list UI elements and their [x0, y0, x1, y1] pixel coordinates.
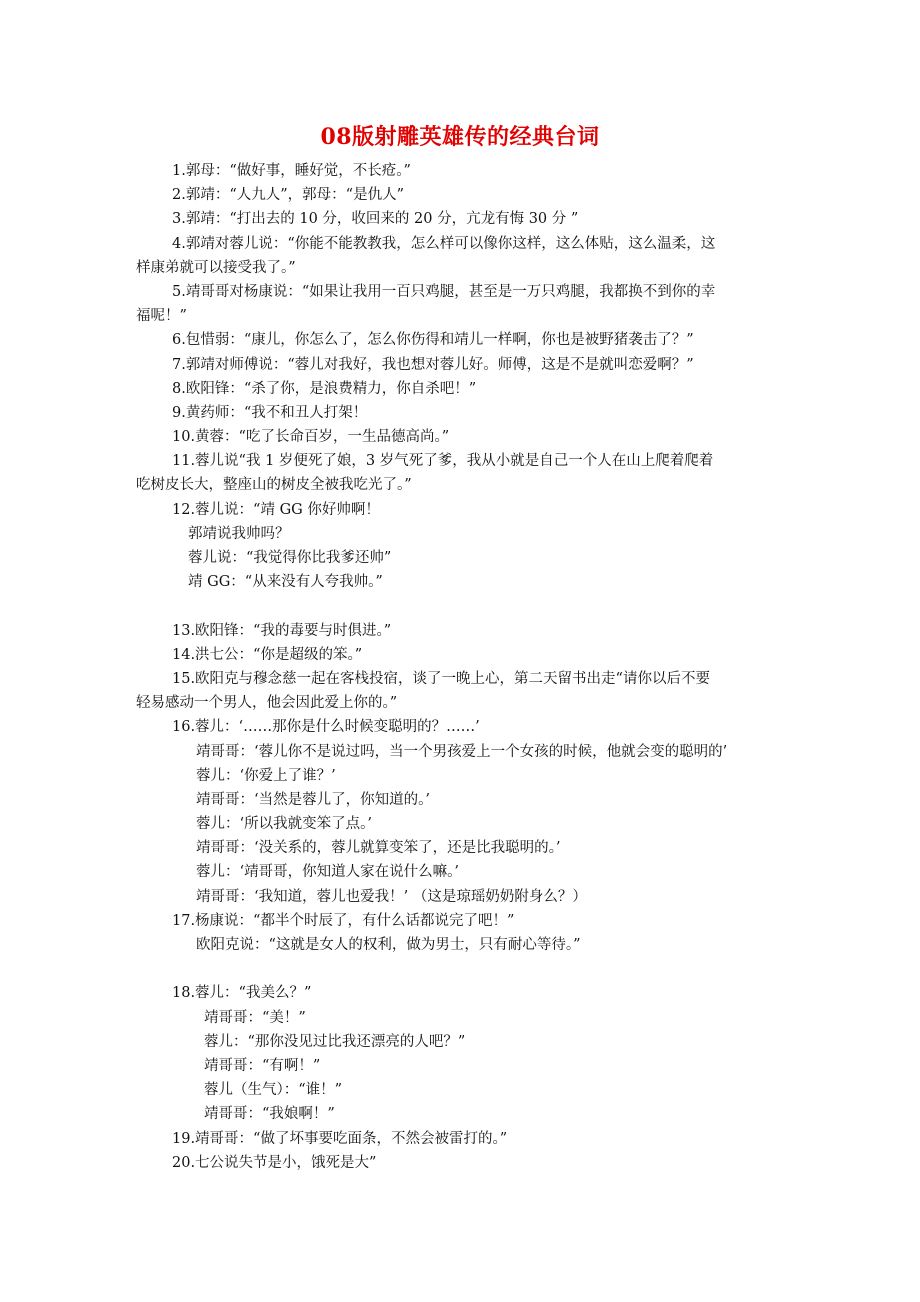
text-line: 1.郭母：“做好事，睡好觉，不长疮。”	[172, 163, 411, 179]
blank-line	[136, 594, 786, 618]
text-line: 蓉儿（生气）：“谁！”	[204, 1082, 343, 1099]
document-title: 08版射雕英雄传的经典台词	[320, 124, 600, 150]
text-line: 19.靖哥哥：“做了坏事要吃面条，不然会被雷打的。”	[172, 1130, 508, 1147]
text-line: 靖哥哥：“有啊！”	[204, 1057, 321, 1074]
document-body	[136, 159, 786, 1175]
text-line: 样康弟就可以接受我了。”	[136, 259, 296, 276]
text-line: 2.郭靖：“人九人”，郭母：“是仇人”	[172, 187, 404, 204]
text-line: 7.郭靖对师傅说：“蓉儿对我好，我也想对蓉儿好。师傅，这是不是就叫恋爱啊？”	[172, 356, 694, 373]
text-line: 蓉儿说：“我觉得你比我爹还帅”	[188, 550, 392, 566]
text-line: 3.郭靖：“打出去的 10 分，收回来的 20 分，亢龙有悔 30 分 ”	[172, 211, 579, 228]
text-line: 蓉儿：‘你爱上了谁？’	[196, 767, 336, 784]
text-line: 蓉儿：“那你没见过比我还漂亮的人吧？”	[204, 1033, 466, 1050]
text-line: 5.靖哥哥对杨康说：“如果让我用一百只鸡腿，甚至是一万只鸡腿，我都换不到你的幸	[172, 283, 716, 300]
text-line: 13.欧阳锋：“我的毒要与时俱进。”	[172, 622, 392, 639]
text-line: 郭靖说我帅吗？	[188, 525, 290, 542]
text-line: 靖哥哥：‘没关系的，蓉儿就算变笨了，还是比我聪明的。’	[196, 840, 561, 857]
text-line: 欧阳克说：“这就是女人的权利，做为男士，只有耐心等待。”	[196, 937, 581, 953]
text-line: 蓉儿：‘所以我就变笨了点。’	[196, 816, 372, 833]
blank-line	[136, 957, 786, 981]
text-line: 20.七公说失节是小，饿死是大”	[172, 1154, 377, 1171]
text-line: 靖 GG：“从来没有人夸我帅。”	[188, 574, 383, 591]
text-line: 靖哥哥：‘我知道，蓉儿也爱我！’ （这是琼瑶奶奶附身么？）	[196, 888, 587, 905]
text-line: 11.蓉儿说“我 1 岁便死了娘，3 岁气死了爹，我从小就是自己一个人在山上爬着爬着	[172, 453, 714, 470]
text-line: 17.杨康说：“都半个时辰了，有什么话都说完了吧！”	[172, 912, 515, 929]
text-line: 18.蓉儿：“我美么？”	[172, 985, 312, 1002]
text-line: 轻易感动一个男人，他会因此爱上你的。”	[136, 695, 398, 712]
text-line: 4.郭靖对蓉儿说：“你能不能教教我，怎么样可以像你这样，这么体贴，这么温柔，这	[172, 235, 716, 252]
text-line: 8.欧阳锋：“杀了你，是浪费精力，你自杀吧！”	[172, 380, 477, 397]
text-line: 6.包惜弱：“康儿，你怎么了，怎么你伤得和靖儿一样啊，你也是被野猪袭击了？”	[172, 332, 694, 349]
text-line: 10.黄蓉：“吃了长命百岁，一生品德高尚。”	[172, 429, 450, 446]
text-line: 靖哥哥：“我娘啊！”	[204, 1106, 335, 1123]
text-line: 吃树皮长大，整座山的树皮全被我吃光了。”	[136, 477, 412, 494]
text-line: 12.蓉儿说：“靖 GG 你好帅啊！	[172, 501, 380, 518]
text-line: 福呢！”	[136, 308, 187, 325]
text-line: 15.欧阳克与穆念慈一起在客栈投宿，谈了一晚上心，第二天留书出走“请你以后不要	[172, 670, 710, 687]
text-line: 蓉儿：‘靖哥哥，你知道人家在说什么嘛。’	[196, 864, 459, 881]
text-line: 靖哥哥：‘蓉儿你不是说过吗，当一个男孩爱上一个女孩的时候，他就会变的聪明的’	[196, 743, 728, 760]
text-line: 靖哥哥：‘当然是蓉儿了，你知道的。’	[196, 791, 430, 808]
text-line: 靖哥哥：“美！”	[204, 1009, 306, 1026]
text-line: 14.洪七公：“你是超级的笨。”	[172, 646, 363, 663]
text-line: 16.蓉儿：‘……那你是什么时候变聪明的？……’	[172, 719, 480, 736]
text-line: 9.黄药师：“我不和丑人打架！	[172, 404, 368, 421]
